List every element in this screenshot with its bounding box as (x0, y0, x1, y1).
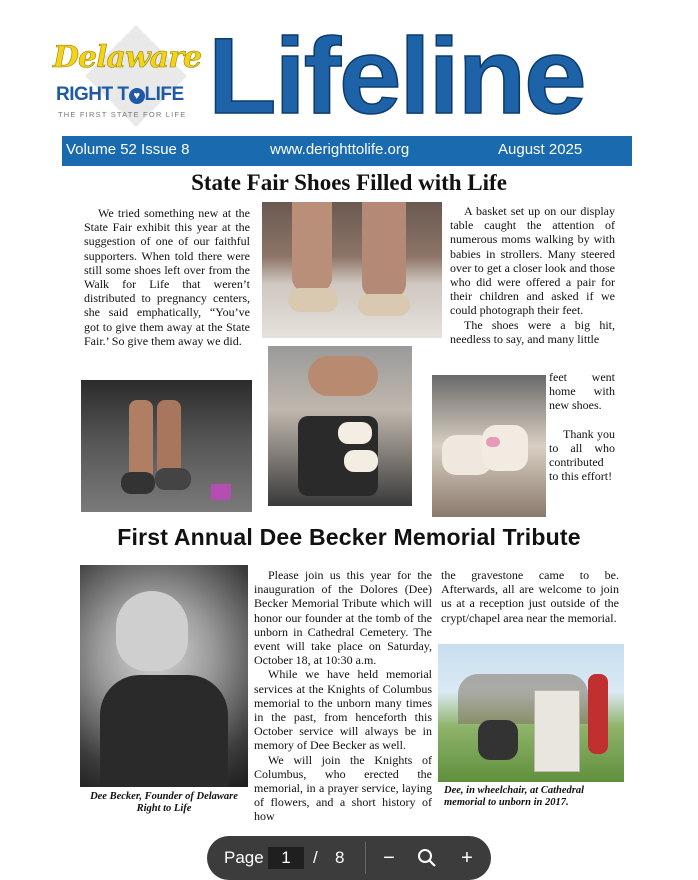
article1-col1 (84, 206, 250, 348)
zoom-out-button[interactable]: − (383, 847, 395, 869)
article1-col3 (450, 204, 615, 346)
article2-col3-p1: the gravestone came to be. Afterwards, all are welcome to join us at a reception just outside of the crypt/chapel area near the memorial. (441, 568, 619, 625)
page-toolbar (207, 836, 491, 880)
article2-col2-p1: Please join us this year for the inauguration of the Dolores (Dee) Becker Memorial Tribute which will honor our founder at the tomb of the unborn in Cathedral Cemetery. The event will take place on Saturday, October 18, at 10:30 a.m. (254, 568, 432, 668)
page-separator: / (313, 848, 318, 867)
article2-col2-p3: We will join the Knights of Columbus, who erected the memorial, in a prayer service, laying of flowers, and a short history of how (254, 752, 432, 824)
logo-tagline: THE FIRST STATE FOR LIFE (58, 110, 187, 119)
article1-headline: State Fair Shoes Filled with Life (191, 170, 507, 195)
issue-band (62, 136, 632, 166)
newsletter-title: Lifeline (208, 15, 585, 136)
zoom-in-button[interactable]: + (461, 847, 473, 869)
magnifier-icon (417, 848, 437, 868)
article1-col1-text: We tried something new at the State Fair exhibit this year at the suggestion of one of our faithful supporters. When told there were still some shoes left over from the Walk for Life that weren’t distributed to pregnancy centers, she said emphatically, “You’ve got to give them away at the State Fair.’ So give them away we did. (84, 206, 250, 348)
issue-volume: Volume 52 Issue 8 (66, 141, 190, 158)
logo-life-text: LIFE (144, 84, 184, 105)
page-total: 8 (335, 848, 345, 867)
photo-sandals-feet (262, 202, 442, 338)
article2-headline: First Annual Dee Becker Memorial Tribute (117, 524, 581, 550)
caption-dee-portrait: Dee Becker, Founder of Delaware Right to Life (90, 791, 238, 814)
logo-right-text: RIGHT T (56, 84, 129, 105)
article1-col3-p1: A basket set up on our display table caught the attention of numerous moms walking by with babies in strollers. Many steered over to get a closer look and those who did were offered a pair for their children and asked if we could photograph their feet. (450, 204, 615, 318)
logo-delaware: Delaware (53, 40, 202, 75)
page-number-input[interactable] (268, 847, 304, 869)
article1-col3-p4: Thank you to all who contributed to this effort! (549, 426, 615, 484)
article2-col3 (441, 568, 619, 625)
photo-dee-becker-portrait (80, 565, 248, 787)
heart-icon: ♥ (129, 88, 145, 104)
photo-baby-shoes (432, 375, 546, 517)
page-label: Page (224, 848, 264, 867)
issue-date: August 2025 (498, 141, 583, 158)
article2-col2 (254, 568, 432, 824)
article1-col3-p3: feet went home with new shoes. (549, 370, 615, 413)
photo-cathedral-memorial (438, 644, 624, 782)
article1-col3-narrow (549, 370, 615, 483)
photo-baby-stroller (268, 346, 412, 506)
photo-child-sneakers (81, 380, 252, 512)
toolbar-divider (365, 842, 366, 874)
article1-col3-p2: The shoes were a big hit, needless to say, and many little (450, 317, 615, 346)
article2-col2-p2: While we have held memorial services at the Knights of Columbus memorial to the unborn many times in the past, from henceforth this October service will always be in memory of Dee Becker as well. (254, 667, 432, 753)
website-link[interactable]: www.derighttolife.org (270, 141, 410, 158)
zoom-reset-button[interactable] (413, 844, 441, 872)
caption-cathedral: Dee, in wheelchair, at Cathedral memorial to unborn in 2017. (444, 785, 585, 808)
logo-right-to-life (56, 84, 184, 106)
